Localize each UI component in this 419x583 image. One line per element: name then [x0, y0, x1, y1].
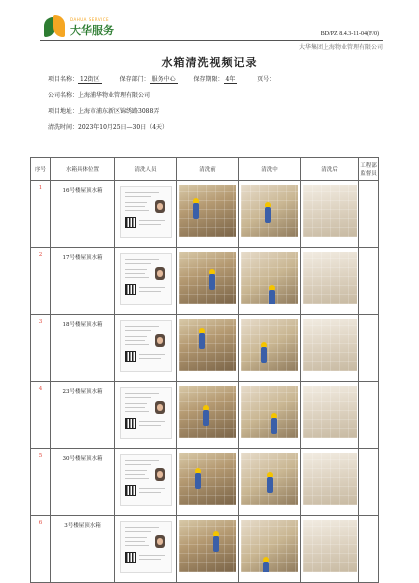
before-cleaning-photo [179, 185, 236, 237]
table-row [31, 315, 379, 382]
during-photo-cell [239, 382, 301, 449]
row-number: 1 [31, 181, 51, 248]
info-row-2 [48, 90, 150, 99]
header-divider [40, 40, 383, 41]
after-photo-cell [301, 382, 359, 449]
before-cleaning-photo [179, 453, 236, 505]
after-photo-cell [301, 181, 359, 248]
tank-location: 16号楼屋顶水箱 [51, 181, 115, 248]
project-label: 项目名称： [48, 76, 79, 83]
during-cleaning-photo [241, 520, 298, 572]
logo-chinese-text: 大华服务 [70, 23, 114, 37]
after-photo-cell [301, 248, 359, 315]
during-photo-cell [239, 248, 301, 315]
period-label: 保存期限： [193, 76, 224, 83]
tank-location: 17号楼屋顶水箱 [51, 248, 115, 315]
header-staff: 清洗人员 [115, 158, 177, 181]
after-photo-cell [301, 449, 359, 516]
staff-certificate-image [120, 521, 172, 573]
before-cleaning-photo [179, 319, 236, 371]
address-value: 上海市浦东新区锦绣路3088弄 [78, 108, 160, 115]
before-photo-cell [177, 248, 239, 315]
header-no: 序号 [31, 158, 51, 181]
supervisor-cell [359, 248, 379, 315]
company-value: 上海浦华物业管理有限公司 [78, 92, 151, 99]
row-number: 3 [31, 315, 51, 382]
dept-value: 服务中心 [151, 76, 176, 83]
before-photo-cell [177, 449, 239, 516]
during-cleaning-photo [241, 386, 298, 438]
tank-location: 23号楼屋顶水箱 [51, 382, 115, 449]
supervisor-cell [359, 516, 379, 583]
company-logo [44, 14, 114, 40]
before-cleaning-photo [179, 520, 236, 572]
row-number: 5 [31, 449, 51, 516]
period-value: 4年 [225, 76, 236, 83]
staff-cell [115, 248, 177, 315]
after-cleaning-photo [303, 386, 357, 438]
staff-certificate-image [120, 253, 172, 305]
header-location: 水箱具体位置 [51, 158, 115, 181]
before-photo-cell [177, 382, 239, 449]
before-photo-cell [177, 181, 239, 248]
table-header-row [31, 158, 379, 181]
header-after: 清洗后 [301, 158, 359, 181]
after-cleaning-photo [303, 185, 357, 237]
table-row [31, 248, 379, 315]
row-number: 4 [31, 382, 51, 449]
time-value: 2023年10月25日—30日（4天） [78, 124, 169, 131]
document-number: BD/PZ 8.4.3-11-04(F/0) [320, 31, 379, 37]
during-cleaning-photo [241, 252, 298, 304]
staff-cell [115, 516, 177, 583]
table-row [31, 449, 379, 516]
staff-cell [115, 449, 177, 516]
info-row-1 [48, 74, 275, 83]
tank-location: 18号楼屋顶水箱 [51, 315, 115, 382]
staff-certificate-image [120, 454, 172, 506]
header-during: 清洗中 [239, 158, 301, 181]
staff-cell [115, 382, 177, 449]
table-row [31, 382, 379, 449]
after-cleaning-photo [303, 319, 357, 371]
header-supervisor: 工程部监督员 [359, 158, 379, 181]
during-photo-cell [239, 315, 301, 382]
after-photo-cell [301, 315, 359, 382]
staff-certificate-image [120, 387, 172, 439]
during-cleaning-photo [241, 319, 298, 371]
table-row [31, 516, 379, 583]
tank-location: 30号楼屋顶水箱 [51, 449, 115, 516]
supervisor-cell [359, 315, 379, 382]
page-title: 水箱清洗视频记录 [161, 56, 258, 69]
after-cleaning-photo [303, 252, 357, 304]
logo-english-text: DAHUA SERVICE [70, 16, 110, 22]
time-label: 清洗时间： [48, 124, 79, 131]
row-number: 6 [31, 516, 51, 583]
project-value: 12街区 [80, 76, 100, 83]
during-photo-cell [239, 449, 301, 516]
before-photo-cell [177, 516, 239, 583]
before-cleaning-photo [179, 252, 236, 304]
after-photo-cell [301, 516, 359, 583]
before-cleaning-photo [179, 386, 236, 438]
supervisor-cell [359, 449, 379, 516]
info-row-3 [48, 106, 159, 115]
during-photo-cell [239, 516, 301, 583]
cleaning-record-table [30, 157, 379, 583]
staff-cell [115, 181, 177, 248]
company-label: 公司名称： [48, 92, 79, 99]
after-cleaning-photo [303, 453, 357, 505]
leaf-logo-icon [44, 15, 66, 39]
page-label: 页号： [257, 76, 276, 83]
staff-certificate-image [120, 320, 172, 372]
tank-location: 3号楼屋顶水箱 [51, 516, 115, 583]
staff-certificate-image [120, 186, 172, 238]
before-photo-cell [177, 315, 239, 382]
supervisor-cell [359, 181, 379, 248]
row-number: 2 [31, 248, 51, 315]
info-row-4 [48, 122, 168, 131]
header-before: 清洗前 [177, 158, 239, 181]
supervisor-cell [359, 382, 379, 449]
table-row [31, 181, 379, 248]
dept-label: 保存部门： [119, 76, 150, 83]
staff-cell [115, 315, 177, 382]
during-photo-cell [239, 181, 301, 248]
during-cleaning-photo [241, 453, 298, 505]
header-company: 大华集团上海物业管理有限公司 [298, 44, 383, 51]
after-cleaning-photo [303, 520, 357, 572]
during-cleaning-photo [241, 185, 298, 237]
address-label: 项目地址： [48, 108, 79, 115]
